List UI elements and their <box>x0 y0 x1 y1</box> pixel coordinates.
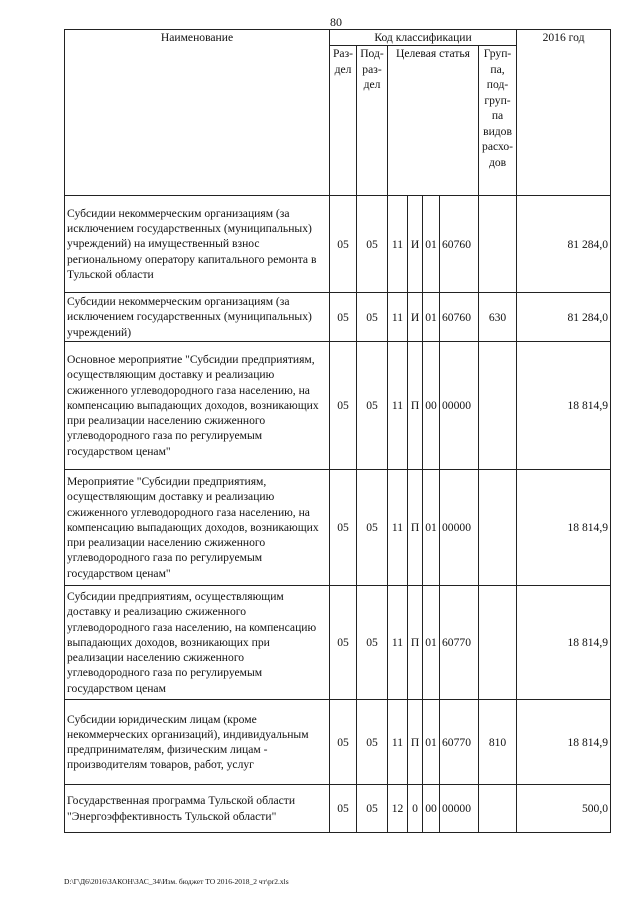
expense-type-header: Груп- па, под- груп- па видов расхо- дов <box>479 46 517 196</box>
row-target-event: 01 <box>423 196 440 293</box>
table-row <box>65 196 611 293</box>
page-number: 80 <box>330 15 342 29</box>
row-expense-type <box>479 785 517 833</box>
target-article-header: Целевая статья <box>388 46 479 196</box>
row-target-direction: 60760 <box>440 293 479 342</box>
row-target-program: 11 <box>388 293 408 342</box>
table-row <box>65 700 611 785</box>
row-target-event: 01 <box>423 293 440 342</box>
row-target-event: 00 <box>423 785 440 833</box>
row-podrazdel: 05 <box>357 293 388 342</box>
row-expense-type <box>479 196 517 293</box>
table-row <box>65 586 611 700</box>
row-podrazdel: 05 <box>357 342 388 470</box>
podrazdel-header: Под- раз- дел <box>357 46 388 196</box>
row-target-subprogram: П <box>408 470 423 586</box>
row-name: Субсидии предприятиям, осуществляющим доставку и реализацию сжиженного углеводородного газа населению, на компенсацию выпадающих доходов, возникающих при реализации населению сжиженного углеводородного газа по регулируемым государством ценам <box>65 586 330 700</box>
row-amount: 18 814,9 <box>517 700 611 785</box>
row-target-direction: 00000 <box>440 342 479 470</box>
row-podrazdel: 05 <box>357 586 388 700</box>
table-row <box>65 785 611 833</box>
row-target-subprogram: И <box>408 293 423 342</box>
table-row <box>65 342 611 470</box>
row-amount: 81 284,0 <box>517 293 611 342</box>
row-target-direction: 60770 <box>440 700 479 785</box>
table-row <box>65 470 611 586</box>
row-podrazdel: 05 <box>357 700 388 785</box>
row-razdel: 05 <box>330 342 357 470</box>
row-target-subprogram: П <box>408 700 423 785</box>
row-name: Государственная программа Тульской области "Энергоэффективность Тульской области" <box>65 785 330 833</box>
row-target-program: 11 <box>388 196 408 293</box>
row-target-event: 01 <box>423 700 440 785</box>
row-target-event: 01 <box>423 586 440 700</box>
row-target-subprogram: 0 <box>408 785 423 833</box>
row-name: Основное мероприятие "Субсидии предприятиям, осуществляющим доставку и реализацию сжиженного углеводородного газа населению, на компенсацию выпадающих доходов, возникающих при реализации населению сжиженного углеводородного газа по регулируемым государством ценам" <box>65 342 330 470</box>
row-target-subprogram: П <box>408 342 423 470</box>
row-expense-type <box>479 342 517 470</box>
row-target-subprogram: П <box>408 586 423 700</box>
row-target-program: 11 <box>388 342 408 470</box>
row-expense-type <box>479 470 517 586</box>
row-razdel: 05 <box>330 196 357 293</box>
row-target-event: 00 <box>423 342 440 470</box>
razdel-header: Раз- дел <box>330 46 357 196</box>
row-razdel: 05 <box>330 700 357 785</box>
row-podrazdel: 05 <box>357 785 388 833</box>
footer-file-path: D:\Г\Д6\2016\ЗАКОН\ЗАС_34\Изм. бюджет ТО 2016-2018_2 чт\pr2.xls <box>64 877 289 886</box>
table-row <box>65 293 611 342</box>
row-podrazdel: 05 <box>357 196 388 293</box>
name-column-header: Наименование <box>65 30 330 196</box>
row-amount: 18 814,9 <box>517 586 611 700</box>
row-target-event: 01 <box>423 470 440 586</box>
row-podrazdel: 05 <box>357 470 388 586</box>
row-name: Субсидии юридическим лицам (кроме некоммерческих организаций), индивидуальным предпринимателям, физическим лицам - производителям товаров, работ, услуг <box>65 700 330 785</box>
row-razdel: 05 <box>330 470 357 586</box>
row-target-program: 11 <box>388 700 408 785</box>
row-amount: 500,0 <box>517 785 611 833</box>
row-name: Субсидии некоммерческим организациям (за исключением государственных (муниципальных) учреждений) на имущественный взнос региональному оператору капитального ремонта в Тульской области <box>65 196 330 293</box>
row-razdel: 05 <box>330 293 357 342</box>
classification-code-header: Код классификации <box>330 30 517 46</box>
row-amount: 18 814,9 <box>517 470 611 586</box>
row-razdel: 05 <box>330 785 357 833</box>
row-target-direction: 00000 <box>440 785 479 833</box>
year-2016-header: 2016 год <box>517 30 611 196</box>
row-name: Мероприятие "Субсидии предприятиям, осуществляющим доставку и реализацию сжиженного углеводородного газа населению, на компенсацию выпадающих доходов, возникающих при реализации населению сжиженного углеводородного газа по регулируемым государством ценам" <box>65 470 330 586</box>
row-name: Субсидии некоммерческим организациям (за исключением государственных (муниципальных) учреждений) <box>65 293 330 342</box>
row-razdel: 05 <box>330 586 357 700</box>
row-target-direction: 00000 <box>440 470 479 586</box>
row-expense-type: 810 <box>479 700 517 785</box>
row-target-direction: 60770 <box>440 586 479 700</box>
row-target-program: 11 <box>388 586 408 700</box>
row-amount: 18 814,9 <box>517 342 611 470</box>
budget-table <box>64 29 611 833</box>
row-target-program: 11 <box>388 470 408 586</box>
row-target-direction: 60760 <box>440 196 479 293</box>
row-amount: 81 284,0 <box>517 196 611 293</box>
row-target-subprogram: И <box>408 196 423 293</box>
row-expense-type <box>479 586 517 700</box>
row-expense-type: 630 <box>479 293 517 342</box>
row-target-program: 12 <box>388 785 408 833</box>
